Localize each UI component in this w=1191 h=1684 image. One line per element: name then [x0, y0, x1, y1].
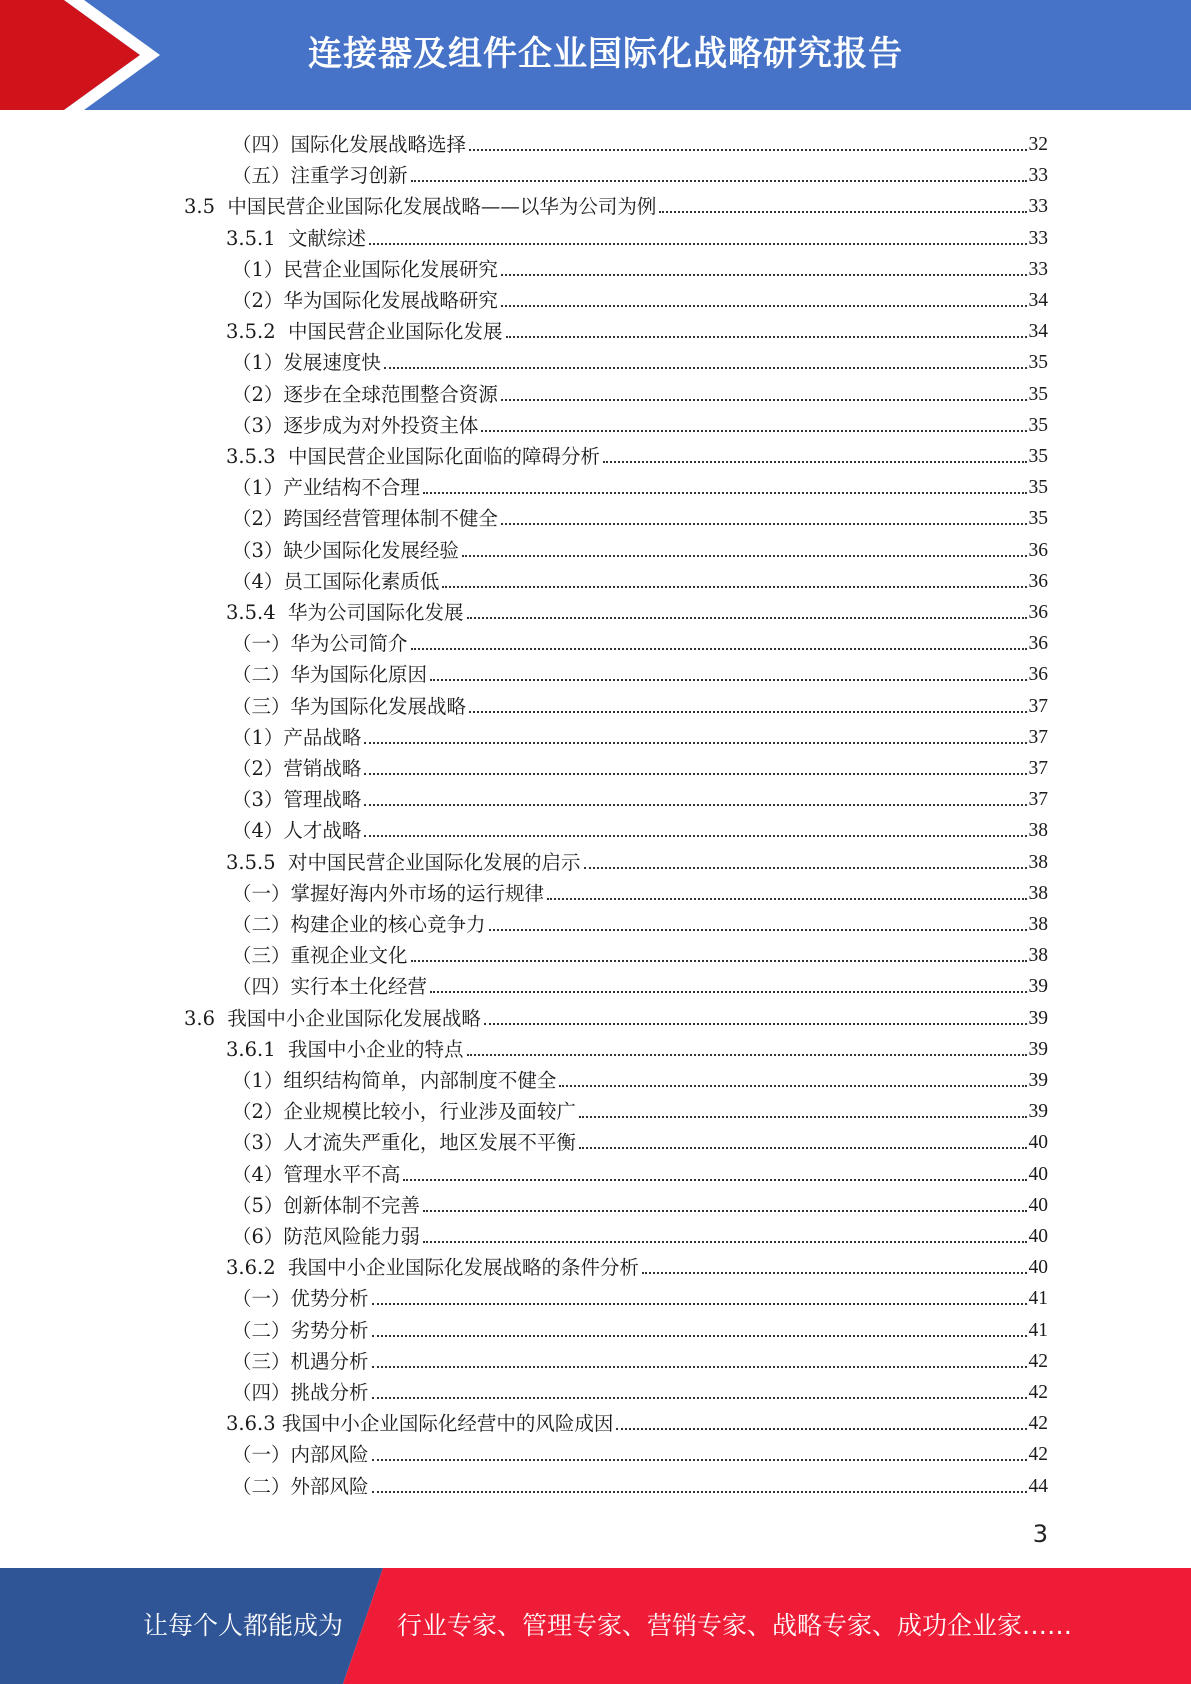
toc-entry-page: 33 — [1028, 165, 1048, 187]
toc-entry-page: 38 — [1028, 882, 1048, 904]
toc-entry-page: 33 — [1028, 258, 1048, 280]
toc-entry-title: 3.6.2 我国中小企业国际化发展战略的条件分析 — [226, 1256, 640, 1280]
toc-entry[interactable] — [184, 1000, 1048, 1031]
toc-entry-title: 3.5.3 中国民营企业国际化面临的障碍分析 — [226, 445, 601, 468]
toc-entry-title: （四）国际化发展战略选择 — [232, 133, 467, 156]
toc-entry-title: （一）掌握好海内外市场的运行规律 — [232, 881, 545, 905]
toc-entry-page: 38 — [1028, 914, 1048, 935]
footer-slogan-right: 行业专家、管理专家、营销专家、战略专家、成功企业家…… — [397, 1611, 1073, 1640]
page-header — [0, 0, 1191, 110]
page-footer — [0, 1568, 1191, 1684]
toc-entry-page: 32 — [1028, 134, 1048, 155]
toc-entry-page: 33 — [1028, 227, 1048, 249]
toc-entry[interactable] — [226, 1249, 1048, 1280]
toc-dot-leader — [364, 803, 1026, 806]
toc-entry-title: （三）机遇分析 — [232, 1349, 369, 1373]
toc-entry[interactable] — [232, 1156, 1048, 1187]
report-title: 连接器及组件企业国际化战略研究报告 — [308, 34, 903, 74]
toc-entry-page: 41 — [1028, 1288, 1048, 1310]
toc-entry-title: 3.5.4 华为公司国际化发展 — [226, 601, 464, 624]
toc-entry[interactable] — [232, 344, 1048, 375]
toc-dot-leader — [501, 304, 1027, 307]
toc-entry[interactable] — [226, 1405, 1048, 1436]
toc-entry-title: （1）产品战略 — [232, 725, 362, 749]
toc-entry[interactable] — [232, 812, 1048, 843]
toc-entry-title: （一）内部风险 — [232, 1443, 369, 1467]
toc-entry-title: 3.6.3 我国中小企业国际化经营中的风险成因 — [226, 1412, 614, 1436]
toc-entry[interactable] — [232, 407, 1048, 438]
toc-entry-page: 40 — [1028, 1194, 1048, 1216]
toc-entry[interactable] — [232, 1187, 1048, 1218]
toc-dot-leader — [411, 179, 1027, 182]
toc-dot-leader — [489, 928, 1027, 931]
toc-entry-title: 3.5.2 中国民营企业国际化发展 — [226, 320, 503, 344]
toc-entry-title: （一）优势分析 — [232, 1287, 369, 1311]
toc-entry-page: 37 — [1028, 695, 1048, 717]
toc-entry-page: 35 — [1028, 446, 1048, 467]
toc-entry-page: 35 — [1028, 508, 1048, 530]
toc-dot-leader — [372, 1490, 1027, 1493]
toc-entry-page: 36 — [1028, 539, 1048, 561]
toc-entry-page: 36 — [1028, 633, 1048, 655]
toc-entry-title: （二）构建企业的核心竞争力 — [232, 913, 486, 936]
toc-dot-leader — [506, 335, 1027, 338]
toc-entry-page: 40 — [1028, 1132, 1048, 1154]
page-number: 3 — [1032, 1520, 1048, 1548]
toc-dot-leader — [484, 1022, 1027, 1025]
toc-entry-page: 39 — [1028, 976, 1048, 998]
toc-entry-title: （3）人才流失严重化，地区发展不平衡 — [232, 1131, 576, 1155]
toc-entry-title: （三）华为国际化发展战略 — [232, 694, 467, 718]
toc-entry-page: 34 — [1028, 321, 1048, 343]
toc-entry[interactable] — [232, 656, 1048, 687]
toc-entry-title: （二）劣势分析 — [232, 1318, 369, 1342]
toc-entry[interactable] — [232, 719, 1048, 750]
toc-entry-page: 36 — [1028, 664, 1048, 686]
toc-dot-leader — [364, 834, 1026, 837]
toc-entry-title: （5）创新体制不完善 — [232, 1193, 420, 1217]
toc-dot-leader — [364, 741, 1026, 744]
toc-entry[interactable] — [232, 376, 1048, 407]
toc-entry-title: （三）重视企业文化 — [232, 944, 408, 968]
toc-entry-page: 35 — [1028, 352, 1048, 374]
toc-dot-leader — [372, 1458, 1027, 1461]
toc-entry-page: 38 — [1028, 820, 1048, 842]
toc-dot-leader — [442, 585, 1026, 588]
toc-entry-title: （五）注重学习创新 — [232, 164, 408, 188]
toc-dot-leader — [430, 678, 1026, 681]
toc-dot-leader — [372, 1302, 1027, 1305]
toc-dot-leader — [469, 148, 1026, 151]
toc-entry[interactable] — [232, 1468, 1048, 1499]
toc-entry-page: 37 — [1028, 758, 1048, 779]
toc-dot-leader — [642, 1271, 1026, 1274]
toc-entry-title: 3.5 中国民营企业国际化发展战略——以华为公司为例 — [184, 195, 657, 219]
toc-dot-leader — [481, 429, 1026, 432]
toc-dot-leader — [384, 366, 1027, 369]
toc-entry-title: （3）缺少国际化发展经验 — [232, 538, 459, 562]
toc-entry-title: （6）防范风险能力弱 — [232, 1225, 420, 1248]
toc-entry-title: （3）管理战略 — [232, 788, 362, 812]
toc-entry-title: 3.6 我国中小企业国际化发展战略 — [184, 1006, 481, 1030]
toc-entry-title: （2）营销战略 — [232, 757, 362, 780]
toc-entry-title: （2）跨国经营管理体制不健全 — [232, 507, 498, 531]
toc-entry[interactable] — [232, 1280, 1048, 1311]
footer-slogan-left: 让每个人都能成为 — [143, 1611, 344, 1640]
toc-entry[interactable] — [232, 126, 1048, 157]
toc-entry[interactable] — [232, 1062, 1048, 1093]
toc-entry[interactable] — [232, 1312, 1048, 1343]
toc-entry[interactable] — [232, 157, 1048, 188]
toc-entry-page: 35 — [1028, 477, 1048, 499]
toc-entry-page: 37 — [1028, 726, 1048, 748]
toc-entry[interactable] — [232, 1093, 1048, 1124]
toc-dot-leader — [403, 1178, 1026, 1181]
toc-entry-page: 35 — [1028, 383, 1048, 405]
toc-entry-page: 41 — [1028, 1319, 1048, 1341]
toc-entry-page: 36 — [1028, 602, 1048, 623]
toc-entry[interactable] — [184, 188, 1048, 219]
toc-entry-page: 35 — [1028, 414, 1048, 436]
toc-dot-leader — [501, 273, 1027, 276]
toc-dot-leader — [372, 1365, 1027, 1368]
toc-entry[interactable] — [232, 750, 1048, 781]
toc-entry[interactable] — [232, 282, 1048, 313]
toc-entry-page: 39 — [1028, 1101, 1048, 1123]
toc-entry[interactable] — [226, 438, 1048, 469]
toc-dot-leader — [423, 491, 1027, 494]
toc-entry-title: （2）企业规模比较小，行业涉及面较广 — [232, 1100, 576, 1124]
toc-entry[interactable] — [232, 500, 1048, 531]
toc-entry-title: （二）华为国际化原因 — [232, 663, 428, 687]
toc-entry-title: （二）外部风险 — [232, 1474, 369, 1498]
toc-entry[interactable] — [232, 781, 1048, 812]
toc-entry-title: （2）逐步在全球范围整合资源 — [232, 382, 498, 406]
toc-dot-leader — [579, 1115, 1027, 1118]
toc-entry-page: 39 — [1028, 1038, 1048, 1060]
toc-dot-leader — [467, 616, 1027, 619]
toc-entry[interactable] — [232, 563, 1048, 594]
toc-dot-leader — [430, 990, 1026, 993]
toc-entry-page: 39 — [1028, 1070, 1048, 1091]
toc-entry[interactable] — [232, 875, 1048, 906]
toc-entry-page: 42 — [1028, 1444, 1048, 1466]
toc-dot-leader — [423, 1209, 1027, 1212]
toc-entry-page: 40 — [1028, 1257, 1048, 1279]
toc-entry[interactable] — [232, 1343, 1048, 1374]
toc-entry[interactable] — [232, 688, 1048, 719]
toc-entry-title: （1）组织结构简单，内部制度不健全 — [232, 1069, 557, 1092]
toc-dot-leader — [369, 242, 1026, 245]
toc-dot-leader — [423, 1240, 1027, 1243]
toc-dot-leader — [469, 710, 1026, 713]
toc-entry[interactable] — [232, 625, 1048, 656]
toc-entry-title: 3.6.1 我国中小企业的特点 — [226, 1037, 464, 1061]
toc-dot-leader — [603, 460, 1026, 463]
toc-entry[interactable] — [226, 220, 1048, 251]
toc-entry[interactable] — [232, 251, 1048, 282]
toc-entry[interactable] — [226, 1031, 1048, 1062]
toc-dot-leader — [501, 522, 1027, 525]
toc-entry-page: 34 — [1028, 290, 1048, 311]
toc-entry-page: 39 — [1028, 1007, 1048, 1029]
toc-entry[interactable] — [226, 844, 1048, 875]
toc-entry-title: （2）华为国际化发展战略研究 — [232, 289, 498, 312]
toc-entry-title: （4）员工国际化素质低 — [232, 569, 440, 593]
toc-entry-page: 36 — [1028, 570, 1048, 592]
toc-entry-title: 3.5.5 对中国民营企业国际化发展的启示 — [226, 850, 581, 874]
toc-entry[interactable] — [232, 937, 1048, 968]
toc-entry-page: 33 — [1028, 196, 1048, 218]
toc-entry-title: （3）逐步成为对外投资主体 — [232, 413, 479, 437]
toc-entry-page: 38 — [1028, 945, 1048, 967]
toc-dot-leader — [462, 554, 1027, 557]
toc-entry-page: 42 — [1028, 1413, 1048, 1435]
toc-entry-page: 40 — [1028, 1226, 1048, 1247]
toc-entry-page: 42 — [1028, 1350, 1048, 1372]
toc-entry-page: 40 — [1028, 1163, 1048, 1185]
toc-entry[interactable] — [226, 313, 1048, 344]
toc-entry[interactable] — [232, 1124, 1048, 1155]
toc-entry-title: （一）华为公司简介 — [232, 632, 408, 656]
toc-entry-title: （1）民营企业国际化发展研究 — [232, 257, 498, 281]
toc-entry-page: 37 — [1028, 789, 1048, 811]
toc-dot-leader — [467, 1053, 1027, 1056]
toc-dot-leader — [411, 647, 1027, 650]
toc-entry-title: 3.5.1 文献综述 — [226, 226, 367, 250]
toc-entry-title: （1）产业结构不合理 — [232, 476, 420, 500]
toc-dot-leader — [372, 1334, 1027, 1337]
toc-dot-leader — [501, 398, 1027, 401]
toc-dot-leader — [579, 1146, 1027, 1149]
toc-dot-leader — [616, 1427, 1026, 1430]
toc-dot-leader — [559, 1084, 1026, 1087]
toc-entry[interactable] — [226, 594, 1048, 625]
toc-entry-page: 38 — [1028, 851, 1048, 873]
toc-entry[interactable] — [232, 469, 1048, 500]
toc-entry[interactable] — [232, 906, 1048, 937]
toc-entry-page: 42 — [1028, 1382, 1048, 1403]
toc-dot-leader — [547, 897, 1026, 900]
toc-entry-title: （四）挑战分析 — [232, 1381, 369, 1404]
toc-entry[interactable] — [232, 968, 1048, 999]
toc-entry[interactable] — [232, 1436, 1048, 1467]
toc-dot-leader — [372, 1396, 1027, 1399]
toc-entry-title: （四）实行本土化经营 — [232, 975, 428, 999]
toc-entry-title: （1）发展速度快 — [232, 351, 381, 375]
toc-entry-title: （4）人才战略 — [232, 819, 362, 843]
toc-dot-leader — [411, 959, 1027, 962]
toc-entry[interactable] — [232, 1218, 1048, 1249]
toc-entry-page: 44 — [1028, 1475, 1048, 1497]
toc-dot-leader — [584, 866, 1027, 869]
toc-entry-title: （4）管理水平不高 — [232, 1162, 401, 1186]
toc-dot-leader — [364, 772, 1026, 775]
toc-entry[interactable] — [232, 532, 1048, 563]
toc-entry[interactable] — [232, 1374, 1048, 1405]
toc-dot-leader — [659, 210, 1026, 213]
